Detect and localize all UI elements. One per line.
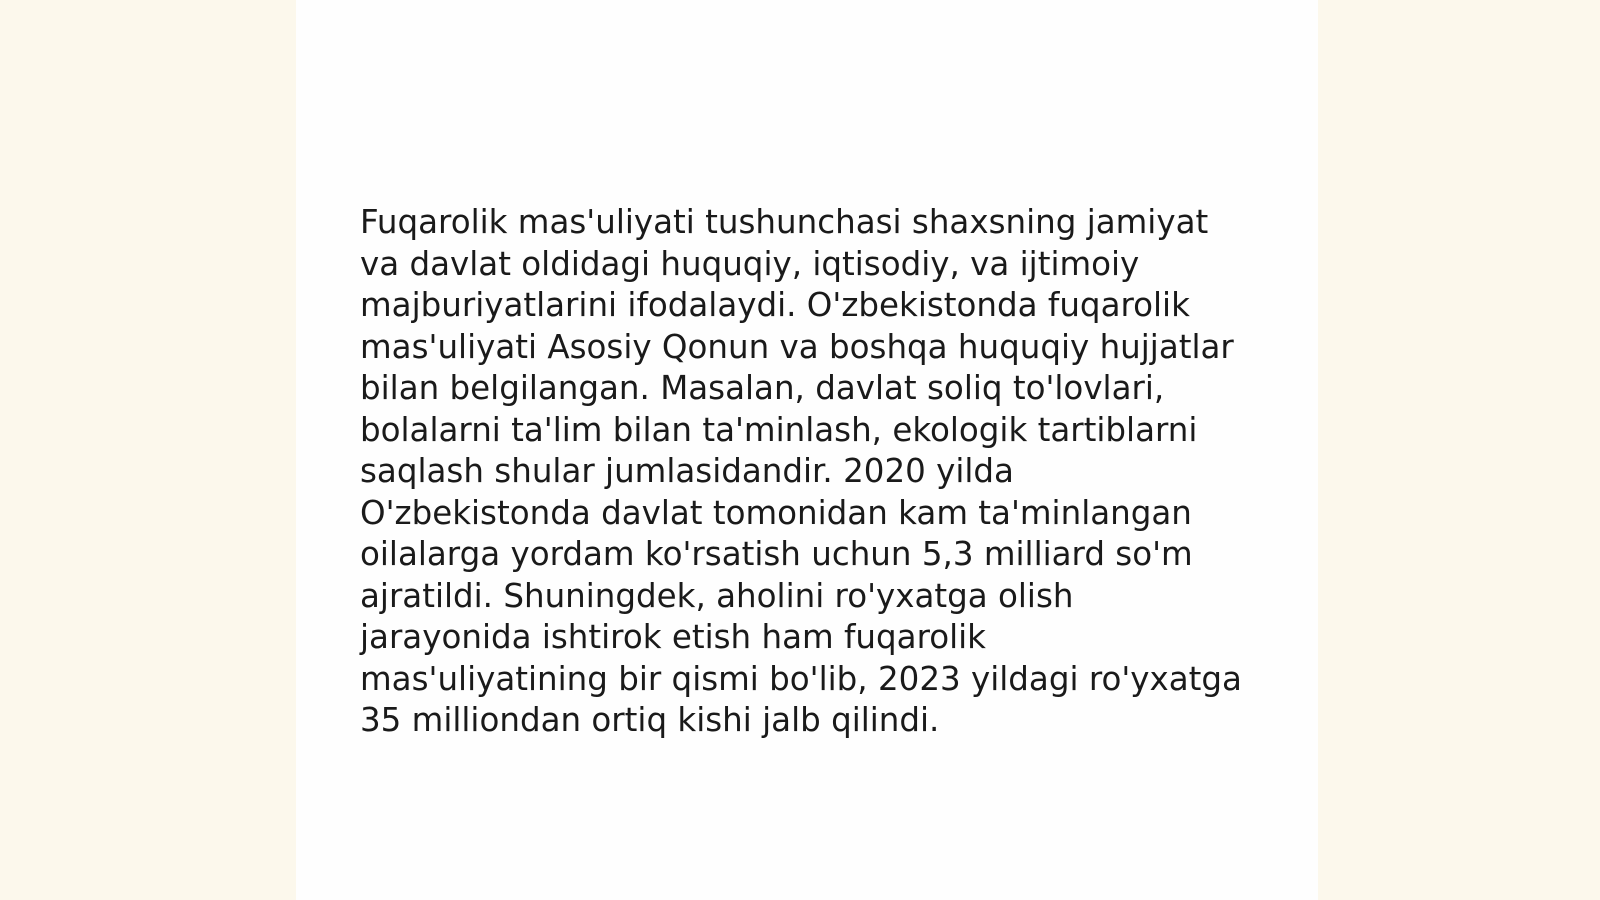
body-paragraph <box>360 202 1240 742</box>
paragraph-line: jarayonida ishtirok etish ham fuqarolik <box>360 618 986 656</box>
paragraph-line: 35 milliondan ortiq kishi jalb qilindi. <box>360 701 940 739</box>
paragraph-line: O'zbekistonda davlat tomonidan kam ta'minlangan <box>360 493 1192 532</box>
paragraph-line: mas'uliyati Asosiy Qonun va boshqa huquqiy hujjatlar <box>360 327 1234 366</box>
paragraph-line: saqlash shular jumlasidandir. 2020 yilda <box>360 452 1014 490</box>
paragraph-line: mas'uliyatining bir qismi bo'lib, 2023 yildagi ro'yxatga <box>360 659 1242 698</box>
paragraph-line: bolalarni ta'lim bilan ta'minlash, ekologik tartiblarni <box>360 410 1198 449</box>
paragraph-line: oilalarga yordam ko'rsatish uchun 5,3 milliard so'm <box>360 535 1193 573</box>
document-page <box>296 0 1318 900</box>
paragraph-line: ajratildi. Shuningdek, aholini ro'yxatga olish <box>360 576 1074 615</box>
paragraph-line: va davlat oldidagi huquqiy, iqtisodiy, va ijtimoiy <box>360 244 1140 283</box>
paragraph-line: majburiyatlarini ifodalaydi. O'zbekistonda fuqarolik <box>360 286 1190 324</box>
paragraph-line: bilan belgilangan. Masalan, davlat soliq to'lovlari, <box>360 369 1165 407</box>
paragraph-line: Fuqarolik mas'uliyati tushunchasi shaxsning jamiyat <box>360 203 1209 241</box>
